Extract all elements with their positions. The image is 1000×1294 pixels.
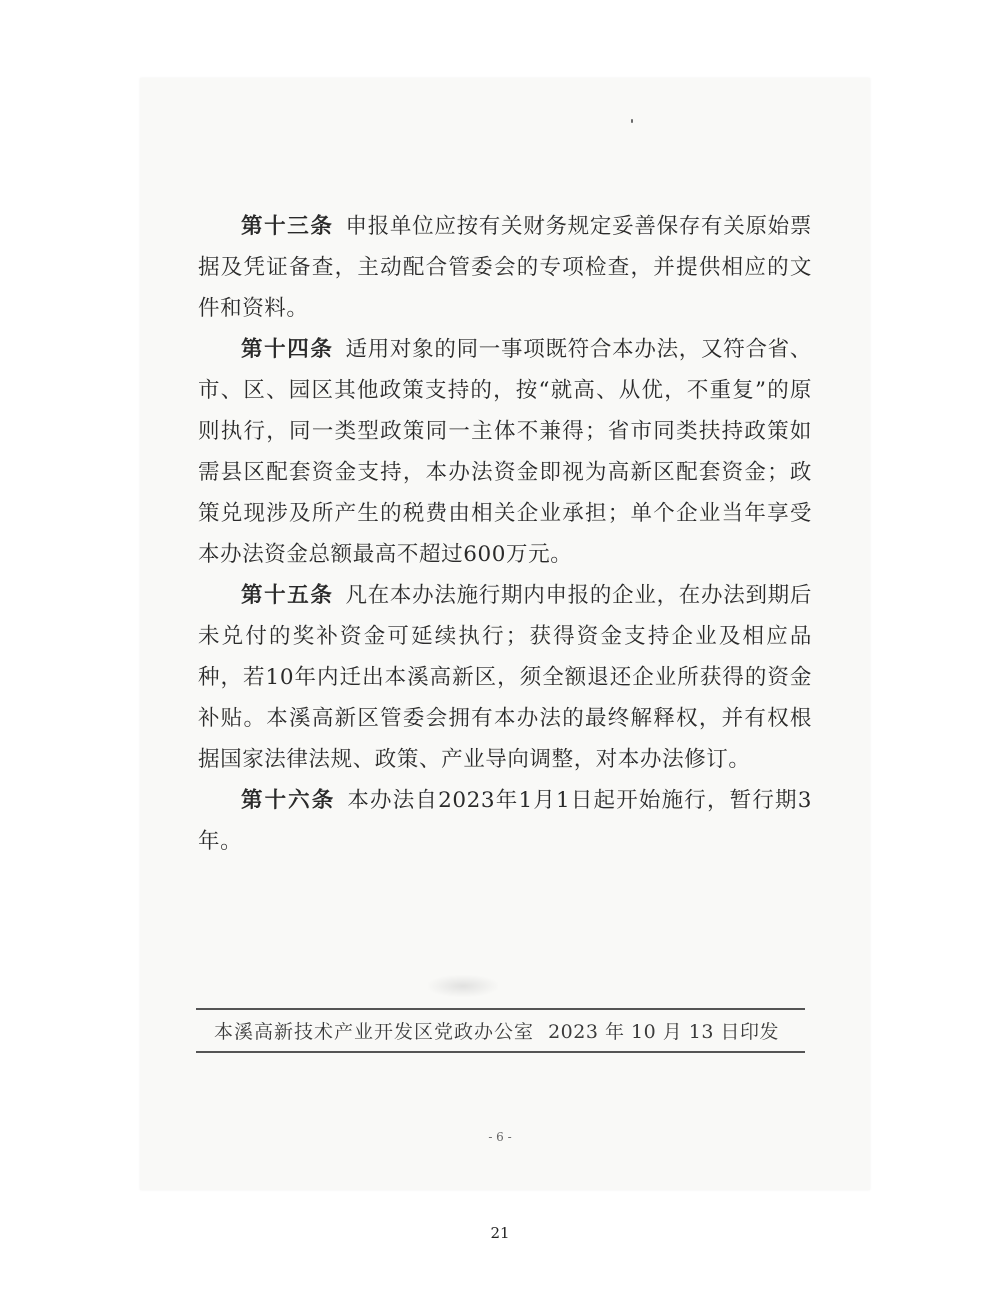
article-14	[198, 329, 812, 575]
article-label: 第十六条	[241, 788, 336, 813]
article-text: 本办法自2023年1月1日起开始施行，暂行期3年。	[198, 788, 812, 854]
article-text: 申报单位应按有关财务规定妥善保存有关原始票据及凭证备查，主动配合管委会的专项检查，并提供相应的文件和资料。	[198, 214, 812, 321]
article-label: 第十三条	[241, 214, 334, 239]
article-text: 适用对象的同一事项既符合本办法，又符合省、市、区、园区其他政策支持的，按“就高、从优，不重复”的原则执行，同一类型政策同一主体不兼得；省市同类扶持政策如需县区配套资金支持，本办法资金即视为高新区配套资金；政策兑现涉及所产生的税费由相关企业承担；单个企业当年享受本办法资金总额最高不超过600万元。	[198, 337, 812, 567]
imprint-line	[196, 1016, 805, 1048]
imprint-top-rule	[196, 1008, 805, 1010]
article-16	[198, 780, 812, 862]
document-body	[198, 206, 812, 862]
faded-stamp-mark	[428, 975, 498, 997]
article-text: 凡在本办法施行期内申报的企业，在办法到期后未兑付的奖补资金可延续执行；获得资金支持企业及相应品种，若10年内迁出本溪高新区，须全额退还企业所获得的资金补贴。本溪高新区管委会拥有本办法的最终解释权，并有权根据国家法律法规、政策、产业导向调整，对本办法修订。	[198, 583, 812, 772]
article-label: 第十四条	[241, 337, 334, 362]
scan-page-number: 21	[490, 1224, 510, 1242]
print-date: 2023 年 10 月 13 日印发	[548, 1021, 779, 1043]
article-label: 第十五条	[241, 583, 334, 608]
issuer-name: 本溪高新技术产业开发区党政办公室	[214, 1021, 535, 1043]
article-13	[198, 206, 812, 329]
document-page-number: - 6 -	[488, 1130, 512, 1144]
scan-speck	[631, 119, 633, 123]
article-15	[198, 575, 812, 780]
imprint-bottom-rule	[196, 1051, 805, 1053]
